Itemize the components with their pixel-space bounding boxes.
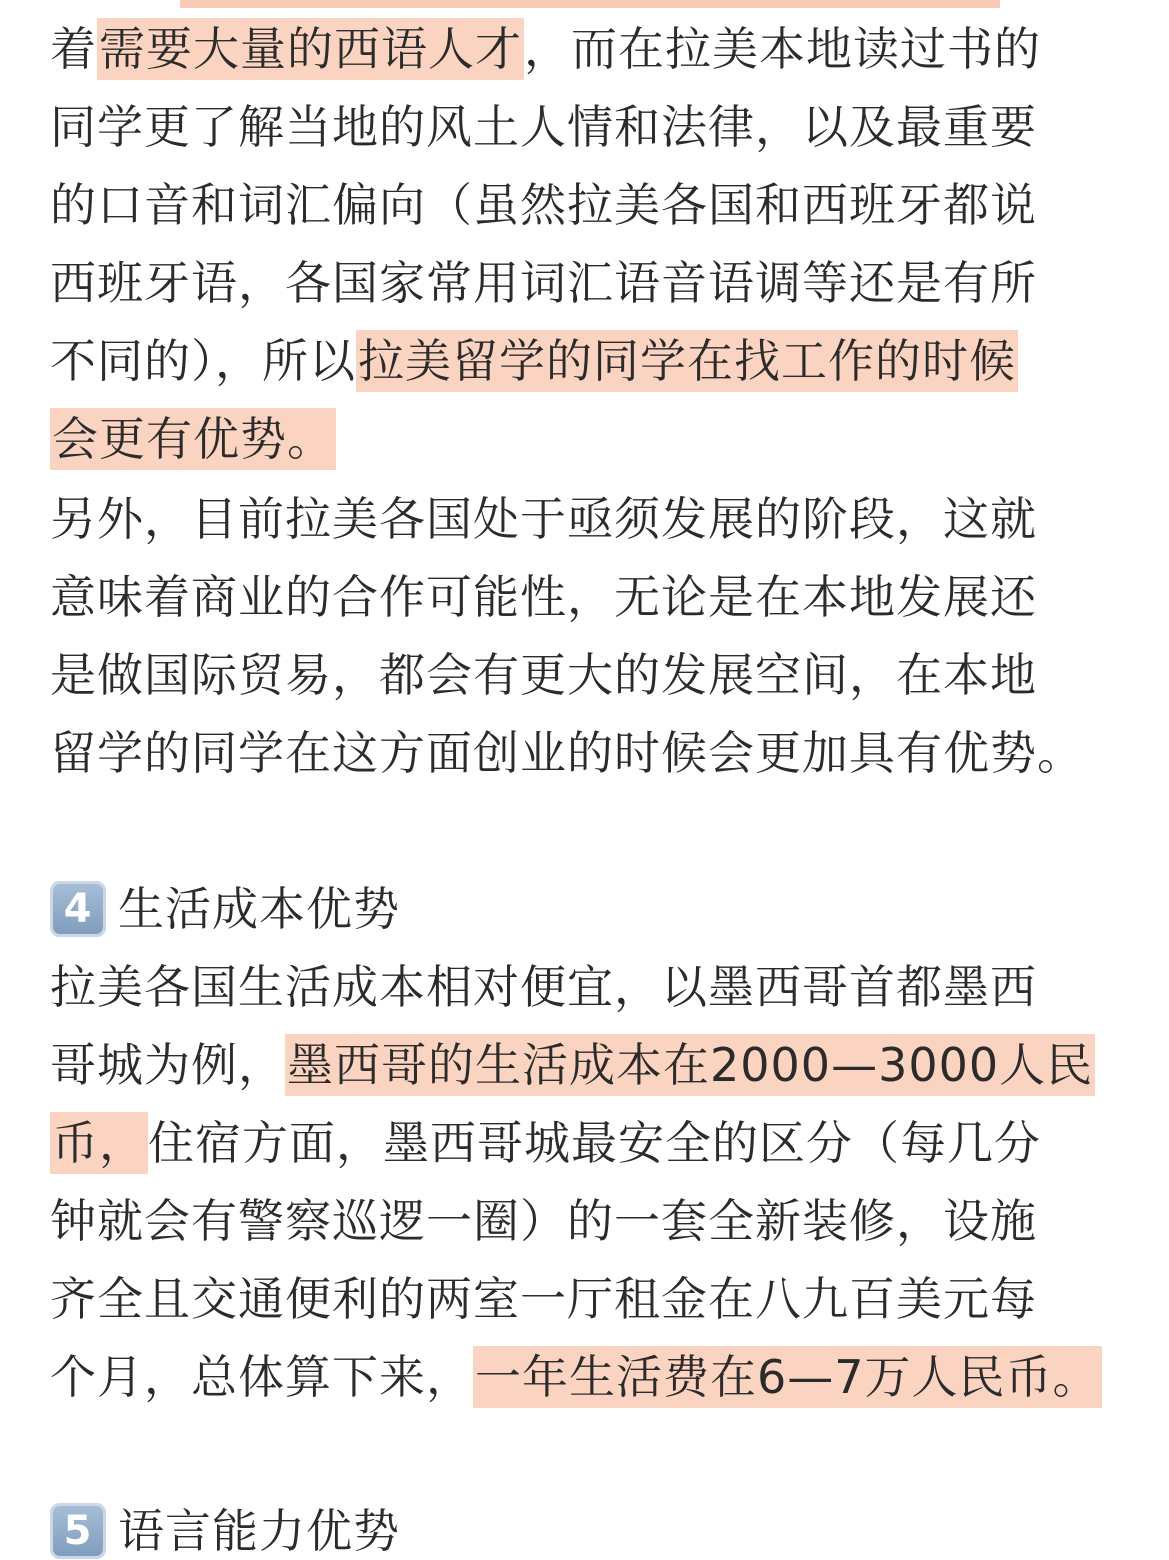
highlighted-text: 一年生活费在6—7万人民币。 [473, 1346, 1102, 1408]
text-line [50, 1114, 1041, 1172]
highlighted-text: 需要大量的西语人才 [97, 18, 524, 80]
text-line: 西班牙语，各国家常用词汇语音语调等还是有所 [50, 256, 1037, 310]
text-line [50, 1348, 1102, 1406]
text-fragment: 个月，总体算下来， [50, 1350, 473, 1404]
highlighted-text: 币， [50, 1112, 148, 1174]
highlighted-text: 会更有优势。 [50, 408, 336, 470]
text-fragment: 哥城为例， [50, 1038, 285, 1092]
text-line: 意味着商业的合作可能性，无论是在本地发展还 [50, 570, 1037, 624]
text-fragment: 住宿方面，墨西哥城最安全的区分（每几分 [148, 1116, 1041, 1170]
top-highlight-remnant [180, 0, 1000, 8]
keycap-five-icon: 5 [50, 1503, 106, 1559]
text-line: 另外，目前拉美各国处于亟须发展的阶段，这就 [50, 492, 1037, 546]
text-line: 同学更了解当地的风土人情和法律，以及最重要 [50, 100, 1037, 154]
section-title: 生活成本优势 [118, 882, 400, 936]
text-line: 留学的同学在这方面创业的时候会更加具有优势。 [50, 726, 1084, 780]
text-fragment: ，而在拉美本地读过书的 [524, 22, 1041, 76]
text-line [50, 20, 1041, 78]
highlighted-text: 拉美留学的同学在找工作的时候 [356, 330, 1018, 392]
text-line: 是做国际贸易，都会有更大的发展空间，在本地 [50, 648, 1037, 702]
text-line [50, 332, 1018, 390]
text-line: 拉美各国生活成本相对便宜，以墨西哥首都墨西 [50, 960, 1037, 1014]
section-heading-5 [50, 1502, 400, 1560]
text-fragment: 不同的），所以 [50, 334, 356, 388]
highlighted-text: 墨西哥的生活成本在2000—3000人民 [285, 1034, 1095, 1096]
text-line [50, 1036, 1095, 1094]
keycap-four-icon: 4 [50, 881, 106, 937]
text-line [50, 410, 336, 468]
section-heading-4 [50, 880, 400, 938]
text-line: 齐全且交通便利的两室一厅租金在八九百美元每 [50, 1272, 1037, 1326]
text-fragment: 着 [50, 22, 97, 76]
text-line: 钟就会有警察巡逻一圈）的一套全新装修，设施 [50, 1194, 1037, 1248]
section-title: 语言能力优势 [118, 1504, 400, 1558]
text-line: 的口音和词汇偏向（虽然拉美各国和西班牙都说 [50, 178, 1037, 232]
